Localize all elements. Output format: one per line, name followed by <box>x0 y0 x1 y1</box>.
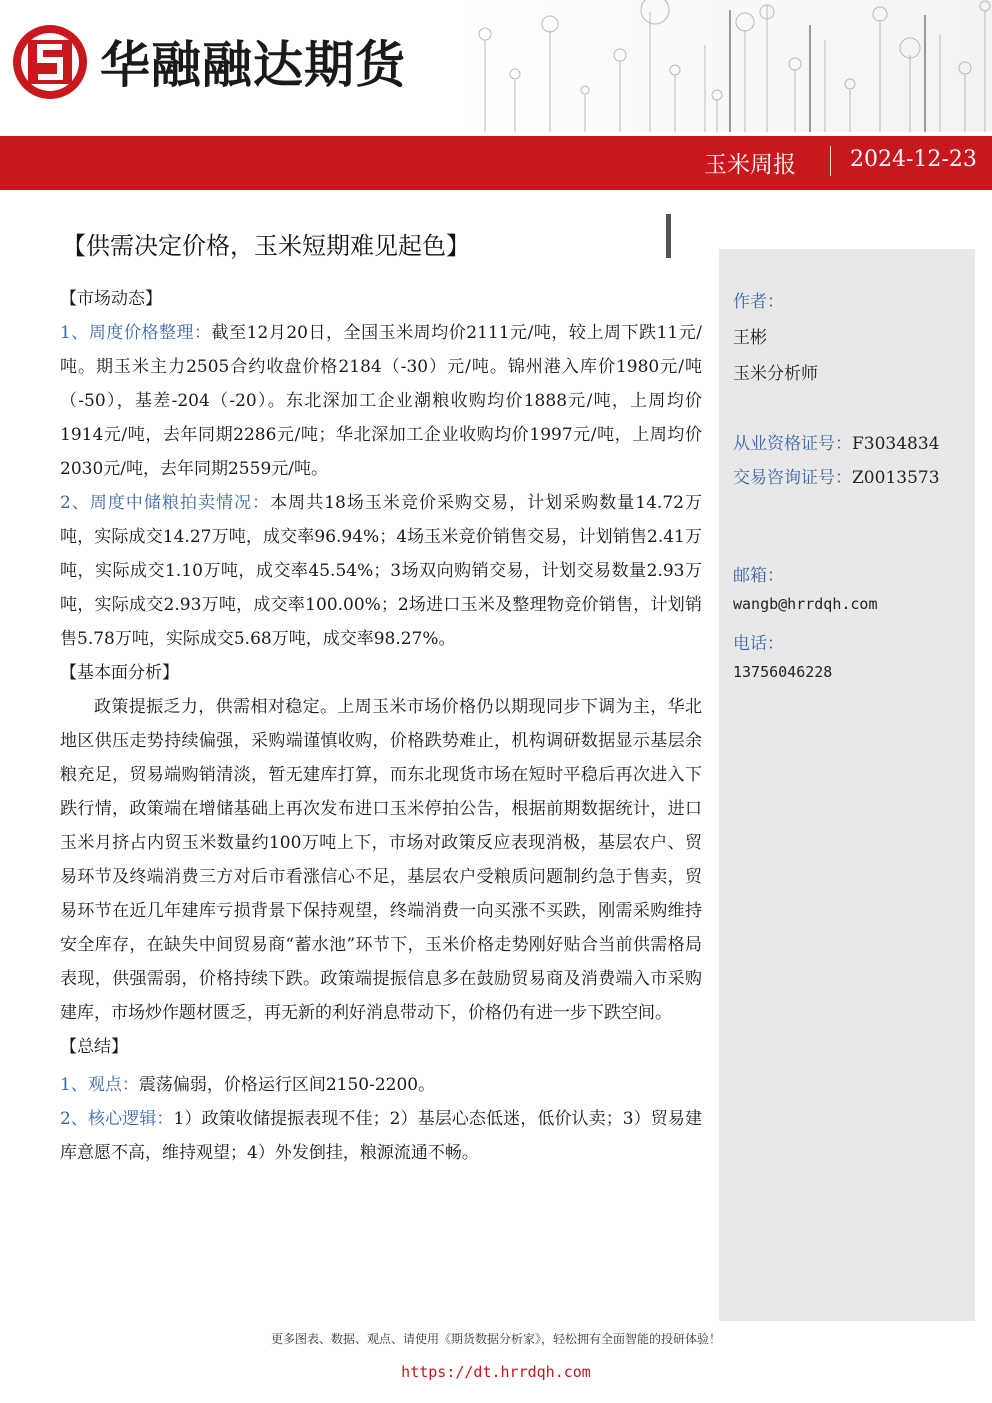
consult-line <box>733 463 940 488</box>
consult-number: Z0013573 <box>852 468 940 488</box>
fundamental-text: 政策提振乏力，供需相对稳定。上周玉米市场价格仍以期现同步下调为主，华北地区供压走势持续偏强，采购端谨慎收购，价格跌势难止，机构调研数据显示基层余粮充足，贸易端购销清淡，暂无建库打算，而东北现货市场在短时平稳后再次进入下跌行情，政策端在增储基础上再次发布进口玉米停拍公告，根据前期数据统计，进口玉米月挤占内贸玉米数量约100万吨上下，市场对政策反应表现消极，基层农户、贸易环节及终端消费三方对后市看涨信心不足，基层农户受粮质问题制约急于售卖，贸易环节在近几年建库亏损背景下保持观望，终端消费一向买涨不买跌，刚需采购维持安全库存，在缺失中间贸易商“蓄水池”环节下，玉米价格走势刚好贴合当前供需格局表现，供强需弱，价格持续下跌。政策端提振信息多在鼓励贸易商及消费端入市采购建库，市场炒作题材匮乏，再无新的利好消息带动下，价格仍有进一步下跌空间。 <box>60 697 702 1023</box>
company-name: 华融融达期货 <box>100 36 406 94</box>
report-type: 玉米周报 <box>704 152 796 178</box>
company-logo-icon <box>10 22 90 102</box>
license-number: F3034834 <box>852 434 940 454</box>
fundamental-heading: 【基本面分析】 <box>60 663 179 683</box>
headline-accent-bar <box>666 214 671 258</box>
market-item-1-text: 截至12月20日，全国玉米周均价2111元/吨，较上周下跌11元/吨。期玉米主力2505合约收盘价格2184（-30）元/吨。锦州港入库价1980元/吨（-50），基差-204（-20）。东北深加工企业潮粮收购均价1888元/吨，上周均价1914元/吨，去年同期2286元/吨；华北深加工企业收购均价1997元/吨，上周均价2030元/吨，去年同期2559元/吨。 <box>60 323 702 479</box>
summary-heading: 【总结】 <box>60 1037 128 1057</box>
market-item-2 <box>60 486 702 656</box>
summary-item-2-text: 1）政策收储提振表现不佳；2）基层心态低迷，低价认卖；3）贸易建库意愿不高，维持观望；4）外发倒挂，粮源流通不畅。 <box>60 1109 702 1163</box>
license-label: 从业资格证号： <box>733 434 852 454</box>
author-name: 王彬 <box>733 328 767 348</box>
summary-item-2 <box>60 1102 702 1170</box>
consult-label: 交易咨询证号： <box>733 468 852 488</box>
summary-item-1 <box>60 1068 702 1102</box>
summary-item-2-label: 2、核心逻辑： <box>60 1109 174 1129</box>
market-item-1-label: 1、周度价格整理： <box>60 323 212 343</box>
phone-label: 电话： <box>733 634 784 654</box>
market-item-1 <box>60 316 702 486</box>
summary-item-1-text: 震荡偏弱，价格运行区间2150-2200。 <box>138 1075 436 1095</box>
header-decoration <box>455 0 992 132</box>
email-link[interactable]: wangb@hrrdqh.com <box>733 595 878 613</box>
footer-url-link[interactable]: https://dt.hrrdqh.com <box>401 1363 591 1381</box>
summary-item-1-label: 1、观点： <box>60 1075 139 1095</box>
author-title: 玉米分析师 <box>733 364 818 384</box>
market-heading: 【市场动态】 <box>60 289 162 309</box>
report-banner <box>0 136 992 190</box>
report-date: 2024-12-23 <box>850 147 977 172</box>
report-headline: 【供需决定价格，玉米短期难见起色】 <box>62 232 470 260</box>
phone-number: 13756046228 <box>733 663 833 681</box>
market-item-2-label: 2、周度中储粮拍卖情况： <box>60 493 271 513</box>
license-line <box>733 429 940 454</box>
footer-promo: 更多图表、数据、观点、请使用《期货数据分析家》，轻松拥有全面智能的投研体验！ <box>270 1332 721 1346</box>
author-label: 作者： <box>733 292 784 312</box>
banner-divider <box>830 146 831 176</box>
email-label: 邮箱： <box>733 566 784 586</box>
author-sidebar <box>719 249 975 1321</box>
market-item-2-text: 本周共18场玉米竞价采购交易，计划采购数量14.72万吨，实际成交14.27万吨，成交率96.94%；4场玉米竞价销售交易，计划销售2.41万吨，实际成交1.10万吨，成交率45.54%；3场双向购销交易，计划交易数量2.93万吨，实际成交2.93万吨，成交率100.00%；2场进口玉米及整理物竞价销售，计划销售5.78万吨，实际成交5.68万吨，成交率98.27%。 <box>60 493 702 649</box>
report-body <box>60 282 702 1170</box>
